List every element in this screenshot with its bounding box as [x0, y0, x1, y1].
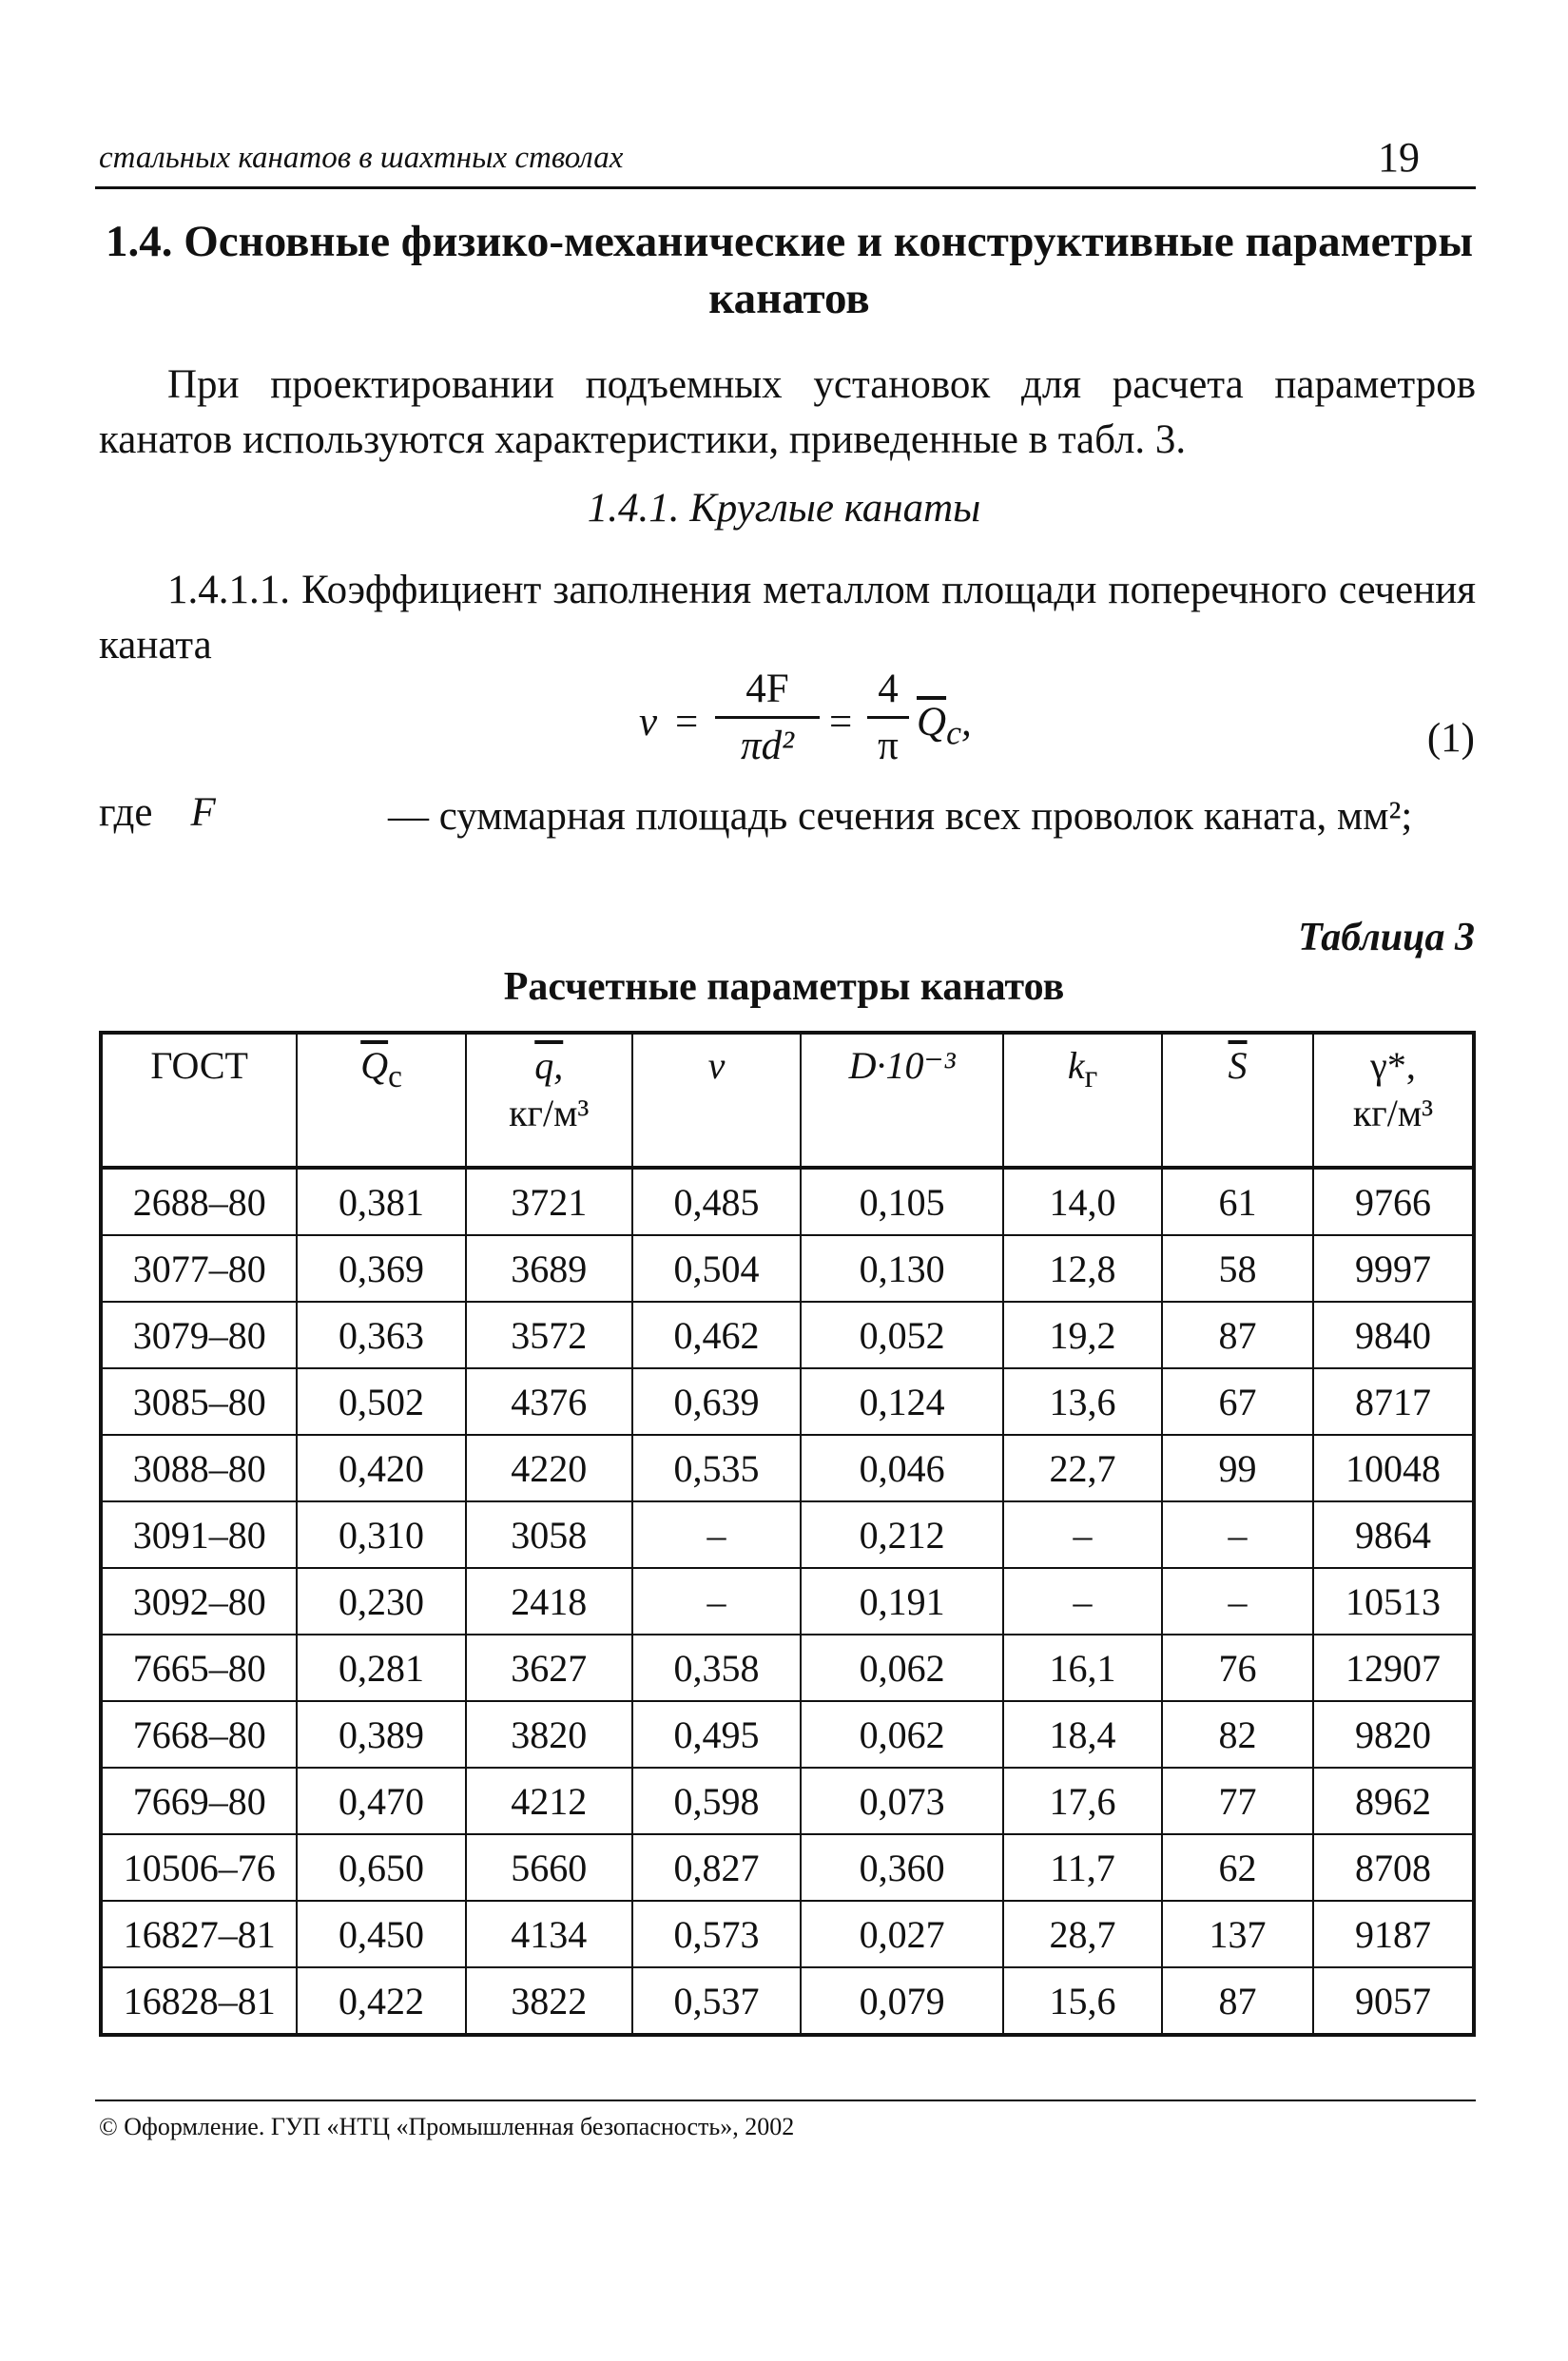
table-row: [101, 1701, 1474, 1768]
item-paragraph: 1.4.1.1. Коэффициент заполнения металлом площади поперечного сечения каната: [99, 568, 1476, 668]
table-cell: 2688–80: [101, 1168, 297, 1235]
table-cell: 0,360: [801, 1834, 1003, 1901]
table-cell: 11,7: [1003, 1834, 1162, 1901]
table-cell: 17,6: [1003, 1768, 1162, 1834]
table-cell: 3088–80: [101, 1435, 297, 1501]
table-cell: 87: [1162, 1302, 1313, 1368]
table-cell: 0,422: [297, 1967, 465, 2035]
table-cell: 7669–80: [101, 1768, 297, 1834]
table-cell: 0,191: [801, 1568, 1003, 1635]
table-cell: 3091–80: [101, 1501, 297, 1568]
header-qc-subscript: с: [388, 1059, 402, 1094]
table-cell: 9820: [1313, 1701, 1474, 1768]
fraction-2-denominator: π: [878, 724, 899, 768]
table-cell: 9766: [1313, 1168, 1474, 1235]
table-cell: 67: [1162, 1368, 1313, 1435]
table-cell: 18,4: [1003, 1701, 1162, 1768]
table-cell: 0,281: [297, 1635, 465, 1701]
table-cell: 0,827: [632, 1834, 801, 1901]
table-cell: 62: [1162, 1834, 1313, 1901]
table-cell: 0,052: [801, 1302, 1003, 1368]
table-row: [101, 1501, 1474, 1568]
table-row: [101, 1967, 1474, 2035]
table-title: Расчетные параметры канатов: [503, 965, 1065, 1009]
table-cell: 3721: [466, 1168, 632, 1235]
table-cell: 4134: [466, 1901, 632, 1967]
table-cell: 7668–80: [101, 1701, 297, 1768]
header-s-symbol: $\overline{S}$: [1228, 1044, 1248, 1087]
table-cell: 10048: [1313, 1435, 1474, 1501]
table-row: [101, 1901, 1474, 1967]
table-cell: 0,389: [297, 1701, 465, 1768]
formula: [639, 666, 1000, 789]
table-cell: 28,7: [1003, 1901, 1162, 1967]
table-cell: 0,535: [632, 1435, 801, 1501]
table-row: [101, 1368, 1474, 1435]
table-cell: 0,462: [632, 1302, 801, 1368]
table-cell: 0,485: [632, 1168, 801, 1235]
table-cell: 9840: [1313, 1302, 1474, 1368]
table-cell: 22,7: [1003, 1435, 1162, 1501]
formula-q-symbol: $\overline{Q}$: [917, 700, 947, 745]
header-gamma-symbol: γ*,: [1370, 1044, 1416, 1087]
table-cell: 16827–81: [101, 1901, 297, 1967]
table-cell: 10513: [1313, 1568, 1474, 1635]
intro-paragraph: При проектировании подъемных установок для расчета параметров канатов используются характеристики, приведенные в табл. 3.: [99, 362, 1476, 462]
where-definition: — суммарная площадь сечения всех проволок каната, мм²;: [388, 794, 1413, 839]
table-cell: 0,504: [632, 1235, 801, 1302]
table-cell: 0,062: [801, 1701, 1003, 1768]
table-cell: 9997: [1313, 1235, 1474, 1302]
header-q-symbol: q,: [534, 1044, 564, 1087]
table-cell: 0,310: [297, 1501, 465, 1568]
table-cell: 0,639: [632, 1368, 801, 1435]
table-cell: 0,450: [297, 1901, 465, 1967]
table-cell: 13,6: [1003, 1368, 1162, 1435]
table-cell: 0,495: [632, 1701, 801, 1768]
table-cell: 8962: [1313, 1768, 1474, 1834]
fraction-2-numerator: 4: [878, 667, 899, 711]
table-cell: 3077–80: [101, 1235, 297, 1302]
table-cell: 0,212: [801, 1501, 1003, 1568]
parameters-table: [99, 1031, 1476, 2037]
table-cell: 9187: [1313, 1901, 1474, 1967]
table-cell: 99: [1162, 1435, 1313, 1501]
table-cell: 3085–80: [101, 1368, 297, 1435]
page-number: 19: [1378, 134, 1420, 181]
header-qc-symbol: $\overline{Q}$: [360, 1044, 389, 1087]
table-row: [101, 1235, 1474, 1302]
fraction-1-numerator: 4F: [745, 667, 789, 711]
table-body: [101, 1168, 1474, 2035]
header-d: [801, 1033, 1003, 1168]
table-cell: 7665–80: [101, 1635, 297, 1701]
table-cell: 9864: [1313, 1501, 1474, 1568]
table-cell: –: [1003, 1568, 1162, 1635]
table-cell: 2418: [466, 1568, 632, 1635]
table-cell: 12,8: [1003, 1235, 1162, 1302]
formula-q-term: [917, 699, 972, 753]
table-cell: 0,573: [632, 1901, 801, 1967]
table-cell: 3092–80: [101, 1568, 297, 1635]
table-cell: 0,598: [632, 1768, 801, 1834]
table-cell: 4376: [466, 1368, 632, 1435]
table-cell: 3689: [466, 1235, 632, 1302]
table-cell: 0,650: [297, 1834, 465, 1901]
subsection-title: 1.4.1. Круглые канаты: [587, 486, 981, 531]
table-cell: 82: [1162, 1701, 1313, 1768]
header-nu-symbol: ν: [707, 1044, 726, 1087]
header-d-symbol: D·10⁻³: [848, 1044, 956, 1087]
header-qc: [297, 1033, 465, 1168]
table-cell: 0,130: [801, 1235, 1003, 1302]
table-cell: 77: [1162, 1768, 1313, 1834]
fraction-2-bar: [867, 716, 909, 719]
header-kg-symbol: k: [1067, 1044, 1085, 1087]
header-q: [466, 1033, 632, 1168]
table-cell: 15,6: [1003, 1967, 1162, 2035]
formula-number: (1): [1426, 716, 1475, 761]
table-cell: 0,230: [297, 1568, 465, 1635]
table-cell: 0,079: [801, 1967, 1003, 2035]
header-nu: [632, 1033, 801, 1168]
table-row: [101, 1168, 1474, 1235]
header-gost: [101, 1033, 297, 1168]
where-label: [99, 789, 216, 836]
where-variable: F: [190, 790, 216, 835]
table-cell: 12907: [1313, 1635, 1474, 1701]
table-cell: –: [1162, 1568, 1313, 1635]
table-row: [101, 1635, 1474, 1701]
table-cell: 0,062: [801, 1635, 1003, 1701]
section-title: 1.4. Основные физико-механические и конструктивные параметры канатов: [105, 217, 1474, 323]
table-cell: 8717: [1313, 1368, 1474, 1435]
table-cell: –: [632, 1568, 801, 1635]
table-cell: 3822: [466, 1967, 632, 2035]
formula-equals: =: [675, 700, 699, 745]
table-cell: –: [1162, 1501, 1313, 1568]
formula-lhs: ν: [639, 700, 658, 745]
table-cell: 16,1: [1003, 1635, 1162, 1701]
formula-fraction-1: [715, 666, 820, 769]
table-cell: 3058: [466, 1501, 632, 1568]
table-cell: 0,124: [801, 1368, 1003, 1435]
header-gamma-unit: кг/м³: [1352, 1092, 1434, 1134]
header-kg: [1003, 1033, 1162, 1168]
table-cell: 0,470: [297, 1768, 465, 1834]
table-cell: 0,358: [632, 1635, 801, 1701]
table-cell: 16828–81: [101, 1967, 297, 2035]
table-cell: 9057: [1313, 1967, 1474, 2035]
fraction-1-denominator: πd²: [741, 724, 794, 768]
table-cell: 4220: [466, 1435, 632, 1501]
formula-q-subscript: с: [946, 713, 961, 752]
header-kg-subscript: г: [1084, 1059, 1098, 1094]
footer-copyright: © Оформление. ГУП «НТЦ «Промышленная безопасность», 2002: [99, 2113, 795, 2140]
table-cell: –: [632, 1501, 801, 1568]
table-cell: 8708: [1313, 1834, 1474, 1901]
table-cell: 3820: [466, 1701, 632, 1768]
table-row: [101, 1435, 1474, 1501]
table-cell: 0,105: [801, 1168, 1003, 1235]
table-number-label: Таблица 3: [1298, 916, 1475, 959]
header-rule: [95, 186, 1476, 189]
table-cell: 10506–76: [101, 1834, 297, 1901]
header-gamma: [1313, 1033, 1474, 1168]
table-cell: 0,381: [297, 1168, 465, 1235]
header-s: [1162, 1033, 1313, 1168]
table-cell: 0,537: [632, 1967, 801, 2035]
header-gost-label: ГОСТ: [150, 1044, 248, 1087]
table-cell: 58: [1162, 1235, 1313, 1302]
table-cell: 0,046: [801, 1435, 1003, 1501]
table-cell: 0,502: [297, 1368, 465, 1435]
formula-equals-2: =: [829, 700, 853, 745]
table-row: [101, 1568, 1474, 1635]
table-cell: 0,027: [801, 1901, 1003, 1967]
table-cell: 76: [1162, 1635, 1313, 1701]
footer-rule: [95, 2100, 1476, 2101]
formula-fraction-2: [867, 666, 909, 769]
table-cell: 0,073: [801, 1768, 1003, 1834]
table-cell: 137: [1162, 1901, 1313, 1967]
table-cell: 4212: [466, 1768, 632, 1834]
running-header-title: стальных канатов в шахтных стволах: [99, 141, 624, 175]
table-cell: 3572: [466, 1302, 632, 1368]
table-cell: 0,363: [297, 1302, 465, 1368]
fraction-1-bar: [715, 716, 820, 719]
table-cell: 87: [1162, 1967, 1313, 2035]
where-word: где: [99, 790, 153, 835]
formula-trailing-comma: ,: [960, 700, 972, 745]
table-cell: 0,369: [297, 1235, 465, 1302]
header-q-unit: кг/м³: [509, 1092, 590, 1134]
table-cell: 61: [1162, 1168, 1313, 1235]
table-cell: 19,2: [1003, 1302, 1162, 1368]
table-cell: 5660: [466, 1834, 632, 1901]
table-cell: 0,420: [297, 1435, 465, 1501]
table-row: [101, 1834, 1474, 1901]
table-row: [101, 1768, 1474, 1834]
table-cell: 14,0: [1003, 1168, 1162, 1235]
table-row: [101, 1302, 1474, 1368]
table-cell: –: [1003, 1501, 1162, 1568]
table-header-row: [101, 1033, 1474, 1168]
table-cell: 3079–80: [101, 1302, 297, 1368]
table-cell: 3627: [466, 1635, 632, 1701]
